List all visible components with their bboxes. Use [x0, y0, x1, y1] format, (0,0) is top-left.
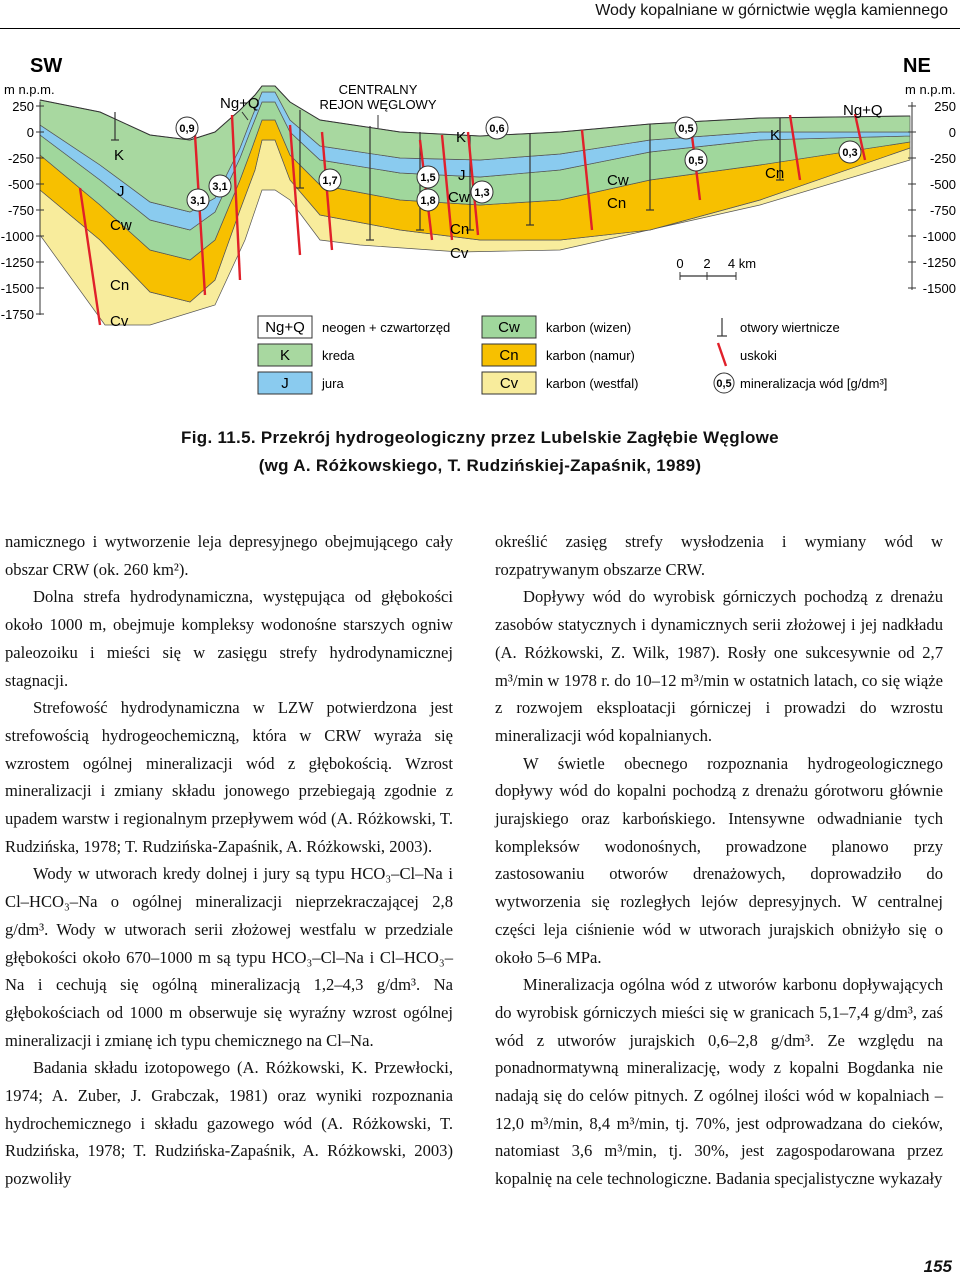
- mineralization-value: 0,9: [179, 123, 195, 135]
- mineralization-value: 0,5: [688, 155, 704, 167]
- svg-text:J: J: [281, 375, 289, 392]
- caption-line-1: Fig. 11.5. Przekrój hydrogeologiczny przez Lubelskie Zagłębie Węglowe: [181, 428, 779, 447]
- svg-text:2: 2: [703, 256, 711, 271]
- side-label-right: NE: [903, 55, 931, 77]
- depth-tick-label: -250: [7, 151, 34, 166]
- svg-text:Cn: Cn: [450, 221, 470, 238]
- svg-text:karbon (namur): karbon (namur): [546, 348, 635, 363]
- unit-label-right: m n.p.m.: [905, 82, 956, 97]
- right-depth-axis: [903, 55, 956, 296]
- svg-text:0,5: 0,5: [716, 378, 732, 390]
- svg-text:0: 0: [676, 256, 684, 271]
- running-head: Wody kopalniane w górnictwie węgla kamiennego: [595, 2, 948, 19]
- fault-symbol-icon: [718, 343, 726, 366]
- right-text-column: [495, 528, 943, 1193]
- depth-tick-label: 0: [26, 125, 34, 140]
- svg-text:Ng+Q: Ng+Q: [265, 319, 305, 336]
- svg-text:jura: jura: [322, 376, 344, 391]
- mineralization-value: 1,5: [420, 172, 436, 184]
- svg-text:J: J: [458, 167, 466, 184]
- mineralization-value: 1,3: [474, 187, 490, 199]
- side-label-left: SW: [30, 55, 63, 77]
- paragraph: namicznego i wytworzenie leja depresyjnego obejmującego cały obszar CRW (ok. 260 km²).: [5, 532, 453, 579]
- paragraph: Dolna strefa hydrodynamiczna, występująca od głębokości około 1000 m, obejmuje kompleksy wodonośne starszych ogniw paleozoiku i mieści się w zasięgu strefy hydrodynamicznej stagnacji.: [5, 587, 453, 690]
- paragraph: określić zasięg strefy wysłodzenia i wymiany wód w rozpatrywanym obszarze CRW.: [495, 532, 943, 579]
- scale-bar: [676, 256, 756, 280]
- depth-tick-label: -250: [929, 151, 956, 166]
- paragraph: Badania składu izotopowego (A. Różkowski, K. Przewłocki, 1974; A. Zuber, J. Grabczak, 1981) oraz wyniki rozpoznania hydrochemicznego i składu gazowego wód (A. Różkowski, T. Rudzińska, 1978; T. Rudzińska-Zapaśnik, A. Różkowski, 2003) pozwoliły: [5, 1058, 453, 1189]
- mineralization-value: 1,7: [322, 175, 338, 187]
- depth-tick-label: -1250: [0, 255, 34, 270]
- svg-text:Cv: Cv: [499, 375, 519, 392]
- svg-text:uskoki: uskoki: [740, 348, 777, 363]
- unit-label-left: m n.p.m.: [4, 82, 55, 97]
- svg-text:4 km: 4 km: [727, 256, 757, 271]
- svg-text:CENTRALNY: CENTRALNY: [338, 82, 418, 97]
- paragraph: Mineralizacja ogólna wód z utworów karbonu dopływających do wyrobisk górniczych mieści się w granicach 5,1–7,4 g/dm³, zaś wód z utworów jurajskich 0,6–2,8 g/dm³. Ze względu na ponadnormatywną mineralizację, wody z kopalni Bogdanka nie nadają się do celów pitnych. Z ogólnej ilości wód w kopalniach – 12,0 m³/min, 8,4 m³/min, tj. 70%, jest odprowadzana do cieków, natomiast 3,6 m³/min, tj. 30%, jest zagospodarowana przez kopalnię na cele technologiczne. Badania specjalistyczne wykazały: [495, 975, 943, 1189]
- svg-text:Cw: Cw: [498, 319, 520, 336]
- svg-text:karbon (wizen): karbon (wizen): [546, 320, 632, 335]
- svg-text:neogen + czwartorzęd: neogen + czwartorzęd: [322, 320, 451, 335]
- paragraph: Strefowość hydrodynamiczna w LZW potwierdzona jest strefowością hydrogeochemiczną, która w CRW wyraża się wzrostem ogólnej mineralizacji wód z głębokością. Wzrost mineralizacji i zmiany składu jonowego przebiegają zgodnie z upadem warstw i regionalnym przepływem wód (A. Różkowski, T. Rudzińska, 1978; T. Rudzińska-Zapaśnik, A. Różkowski, 2003).: [5, 698, 453, 856]
- svg-text:Cv: Cv: [450, 245, 469, 262]
- depth-tick-label: -1250: [922, 255, 956, 270]
- caption-line-2: (wg A. Różkowskiego, T. Rudzińskiej-Zapaśnik, 1989): [258, 456, 702, 475]
- page-number: 155: [923, 1257, 952, 1276]
- svg-text:Cv: Cv: [110, 313, 129, 330]
- svg-text:K: K: [770, 127, 781, 144]
- depth-tick-label: 250: [12, 99, 34, 114]
- svg-text:REJON WĘGLOWY: REJON WĘGLOWY: [319, 97, 437, 112]
- header-rule: [0, 28, 960, 29]
- depth-tick-label: 250: [934, 99, 956, 114]
- depth-tick-label: -500: [929, 177, 956, 192]
- svg-text:Cw: Cw: [607, 172, 629, 189]
- paragraph: W świetle obecnego rozpoznania hydrogeologicznego dopływy wód do kopalni pochodzą z drenażu górotworu głównie jurajskiego oraz karbońskiego. Intensywne odwadnianie tych kompleksów wodonośnych, prowadzone planowo przy zastosowaniu otworów drenażowych, doprowadziło do wytworzenia się rozległych lejów depresyjnych. W centralnej części leja ciśnienie wód w utworach jurajskich obniżyło się o około 5–6 MPa.: [495, 753, 943, 967]
- label-ngq-right: Ng+Q: [843, 102, 883, 119]
- svg-text:K: K: [456, 129, 467, 146]
- svg-text:Cn: Cn: [499, 347, 519, 364]
- left-text-column: [5, 528, 453, 1193]
- well-symbol-icon: [717, 318, 727, 336]
- svg-text:Cn: Cn: [765, 165, 785, 182]
- depth-tick-label: -1500: [922, 281, 956, 296]
- svg-text:otwory wiertnicze: otwory wiertnicze: [740, 320, 840, 335]
- depth-tick-label: -1750: [0, 307, 34, 322]
- svg-text:Cn: Cn: [607, 195, 627, 212]
- depth-tick-label: -1000: [922, 229, 956, 244]
- paragraph: Dopływy wód do wyrobisk górniczych pochodzą z drenażu zasobów statycznych i dynamicznych serii złożowej i jej nadkładu (A. Różkowski, Z. Wilk, 1987). Rosły one sukcesywnie od 2,7 m³/min w 1978 r. do 10–12 m³/min w ostatnich latach, co się wiąże z rozwojem eksploatacji górniczej i prowadzi do wzrostu mineralizacji wód kopalnianych.: [495, 587, 943, 745]
- svg-text:Cn: Cn: [110, 277, 130, 294]
- label-ngq-left: Ng+Q: [220, 95, 260, 112]
- svg-text:Cw: Cw: [448, 189, 470, 206]
- mineralization-value: 1,8: [420, 195, 436, 207]
- mineralization-value: 3,1: [190, 195, 206, 207]
- depth-tick-label: 0: [948, 125, 956, 140]
- svg-text:mineralizacja wód [g/dm³]: mineralizacja wód [g/dm³]: [740, 376, 888, 391]
- depth-tick-label: -1500: [0, 281, 34, 296]
- depth-tick-label: -750: [7, 203, 34, 218]
- svg-text:K: K: [279, 347, 291, 364]
- cross-section-figure: [0, 40, 960, 410]
- svg-text:J: J: [117, 183, 125, 200]
- paragraph: Wody w utworach kredy dolnej i jury są typu HCO₃–Cl–Na i Cl–HCO₃–Na o ogólnej mineralizacji nieprzekraczającej 2,8 g/dm³. Wody w utworach serii złożowej westfalu w przedziale głębokości około 670–1000 m są typu HCO₃–Cl–Na i Cl–HCO₃–Na i cechują się ogólną mineralizacją 1,2–4,3 g/dm³. Na głębokościach od 1000 m obserwuje się wyraźny wzrost ogólnej mineralizacji i zmianę ich typu chemicznego na Cl–Na.: [5, 864, 453, 1050]
- depth-tick-label: -1000: [0, 229, 34, 244]
- mineralization-value: 0,6: [489, 123, 505, 135]
- mineralization-value: 0,3: [842, 147, 858, 159]
- svg-text:K: K: [114, 147, 125, 164]
- legend: [258, 316, 887, 394]
- figure-caption: [0, 424, 960, 480]
- mineralization-value: 3,1: [212, 181, 228, 193]
- depth-tick-label: -750: [929, 203, 956, 218]
- svg-text:Cw: Cw: [110, 217, 132, 234]
- svg-text:karbon (westfal): karbon (westfal): [546, 376, 639, 391]
- svg-text:kreda: kreda: [322, 348, 355, 363]
- mineralization-value: 0,5: [678, 123, 694, 135]
- region-title: [319, 82, 436, 128]
- depth-tick-label: -500: [7, 177, 34, 192]
